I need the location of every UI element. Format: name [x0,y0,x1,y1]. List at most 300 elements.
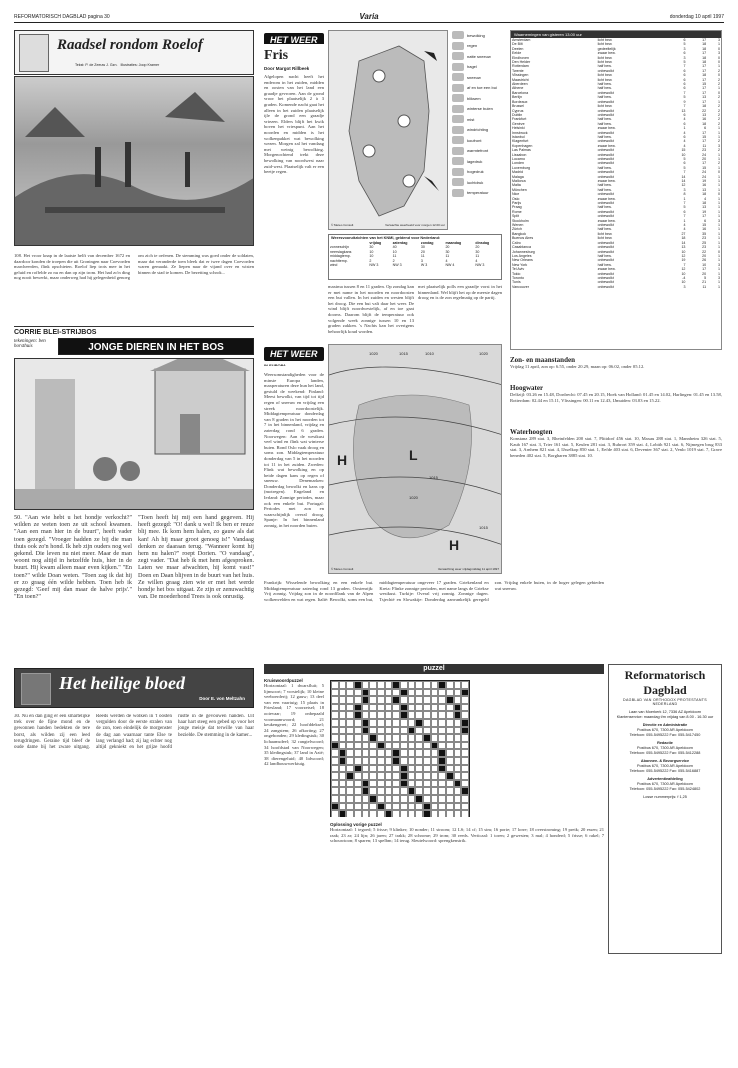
crossword-cell[interactable] [400,772,408,780]
crossword-cell[interactable] [346,742,354,750]
crossword-cell[interactable] [400,765,408,773]
crossword-cell[interactable] [431,727,439,735]
crossword-cell[interactable] [461,742,469,750]
crossword-cell[interactable] [377,742,385,750]
crossword-cell[interactable] [354,749,362,757]
crossword-cell[interactable] [446,795,454,803]
crossword-cell[interactable] [362,803,370,811]
crossword-cell[interactable] [339,795,347,803]
crossword-cell[interactable] [385,742,393,750]
crossword-cell[interactable] [354,719,362,727]
crossword-cell[interactable] [461,727,469,735]
crossword-cell[interactable] [431,719,439,727]
crossword-cell[interactable] [423,696,431,704]
crossword-cell[interactable] [408,734,416,742]
crossword-cell[interactable] [461,734,469,742]
crossword-cell[interactable] [431,780,439,788]
crossword-cell[interactable] [423,795,431,803]
crossword-cell[interactable] [369,681,377,689]
crossword-cell[interactable] [339,711,347,719]
crossword-cell[interactable] [331,780,339,788]
crossword-cell[interactable] [415,727,423,735]
crossword-cell[interactable] [461,757,469,765]
crossword-cell[interactable] [377,689,385,697]
crossword-cell[interactable] [385,787,393,795]
crossword-cell[interactable] [446,780,454,788]
crossword-cell[interactable] [454,749,462,757]
crossword-cell[interactable] [346,727,354,735]
crossword-cell[interactable] [346,757,354,765]
crossword-cell[interactable] [377,757,385,765]
crossword-cell[interactable] [415,719,423,727]
crossword-cell[interactable] [446,787,454,795]
crossword-cell[interactable] [446,719,454,727]
crossword-cell[interactable] [354,757,362,765]
crossword-cell[interactable] [339,757,347,765]
crossword-cell[interactable] [339,734,347,742]
crossword-cell[interactable] [331,749,339,757]
crossword-cell[interactable] [385,795,393,803]
crossword-cell[interactable] [346,810,354,817]
crossword-cell[interactable] [377,780,385,788]
crossword-cell[interactable] [331,711,339,719]
crossword-cell[interactable] [400,681,408,689]
crossword-cell[interactable] [423,765,431,773]
crossword-cell[interactable] [377,719,385,727]
crossword-cell[interactable] [461,696,469,704]
crossword-cell[interactable] [362,696,370,704]
crossword-cell[interactable] [415,787,423,795]
crossword-cell[interactable] [346,795,354,803]
crossword-cell[interactable] [423,772,431,780]
crossword-cell[interactable] [438,727,446,735]
crossword-cell[interactable] [423,810,431,817]
crossword-cell[interactable] [438,734,446,742]
crossword-cell[interactable] [354,765,362,773]
crossword-cell[interactable] [408,727,416,735]
crossword-cell[interactable] [438,681,446,689]
crossword-cell[interactable] [446,742,454,750]
crossword-cell[interactable] [423,719,431,727]
crossword-cell[interactable] [385,711,393,719]
crossword-cell[interactable] [354,711,362,719]
crossword-cell[interactable] [339,719,347,727]
crossword-cell[interactable] [362,810,370,817]
crossword-cell[interactable] [346,681,354,689]
crossword-cell[interactable] [346,711,354,719]
crossword-cell[interactable] [331,803,339,811]
crossword-cell[interactable] [415,803,423,811]
crossword-cell[interactable] [392,742,400,750]
crossword-cell[interactable] [392,787,400,795]
crossword-cell[interactable] [392,681,400,689]
crossword-cell[interactable] [415,711,423,719]
crossword-cell[interactable] [385,772,393,780]
crossword-cell[interactable] [369,810,377,817]
crossword-cell[interactable] [408,795,416,803]
crossword-cell[interactable] [331,787,339,795]
crossword-cell[interactable] [331,727,339,735]
crossword-cell[interactable] [423,681,431,689]
crossword-cell[interactable] [423,711,431,719]
crossword-cell[interactable] [415,757,423,765]
crossword-cell[interactable] [408,681,416,689]
crossword-cell[interactable] [362,780,370,788]
crossword-cell[interactable] [423,734,431,742]
crossword-cell[interactable] [354,689,362,697]
crossword-cell[interactable] [377,765,385,773]
crossword-cell[interactable] [369,696,377,704]
crossword-cell[interactable] [415,681,423,689]
crossword-cell[interactable] [438,810,446,817]
crossword-cell[interactable] [446,689,454,697]
crossword-cell[interactable] [415,696,423,704]
crossword-cell[interactable] [339,780,347,788]
crossword-cell[interactable] [346,787,354,795]
crossword-cell[interactable] [385,749,393,757]
crossword-cell[interactable] [354,681,362,689]
crossword-cell[interactable] [400,696,408,704]
crossword-cell[interactable] [339,727,347,735]
crossword-cell[interactable] [431,765,439,773]
crossword-cell[interactable] [385,696,393,704]
crossword-cell[interactable] [423,742,431,750]
crossword-cell[interactable] [331,704,339,712]
crossword-cell[interactable] [339,772,347,780]
crossword-cell[interactable] [454,696,462,704]
crossword-cell[interactable] [392,765,400,773]
crossword-cell[interactable] [461,772,469,780]
crossword-cell[interactable] [369,757,377,765]
crossword-cell[interactable] [346,765,354,773]
crossword-cell[interactable] [431,696,439,704]
crossword-cell[interactable] [446,749,454,757]
crossword-cell[interactable] [385,689,393,697]
crossword-cell[interactable] [438,704,446,712]
crossword-cell[interactable] [392,757,400,765]
crossword-cell[interactable] [431,795,439,803]
crossword-cell[interactable] [454,795,462,803]
crossword-cell[interactable] [369,772,377,780]
crossword-cell[interactable] [369,803,377,811]
crossword-cell[interactable] [339,689,347,697]
crossword-cell[interactable] [392,704,400,712]
crossword-cell[interactable] [438,795,446,803]
crossword-cell[interactable] [369,742,377,750]
crossword-cell[interactable] [331,689,339,697]
crossword-cell[interactable] [362,711,370,719]
crossword-cell[interactable] [454,780,462,788]
crossword-cell[interactable] [454,742,462,750]
crossword-cell[interactable] [438,742,446,750]
crossword-cell[interactable] [377,810,385,817]
crossword-cell[interactable] [446,772,454,780]
crossword-cell[interactable] [461,704,469,712]
crossword-cell[interactable] [362,681,370,689]
crossword-cell[interactable] [377,772,385,780]
crossword-cell[interactable] [438,689,446,697]
crossword-cell[interactable] [339,803,347,811]
crossword-cell[interactable] [423,803,431,811]
crossword-cell[interactable] [392,795,400,803]
crossword-cell[interactable] [423,727,431,735]
crossword-cell[interactable] [331,719,339,727]
crossword-cell[interactable] [392,810,400,817]
crossword-cell[interactable] [377,696,385,704]
crossword-cell[interactable] [446,711,454,719]
crossword-cell[interactable] [385,810,393,817]
crossword-cell[interactable] [400,742,408,750]
crossword-cell[interactable] [454,681,462,689]
crossword-cell[interactable] [438,749,446,757]
crossword-cell[interactable] [423,704,431,712]
crossword-cell[interactable] [392,780,400,788]
crossword-cell[interactable] [331,772,339,780]
crossword-cell[interactable] [408,780,416,788]
crossword-cell[interactable] [423,757,431,765]
crossword-cell[interactable] [346,719,354,727]
crossword-cell[interactable] [408,765,416,773]
crossword-cell[interactable] [408,810,416,817]
crossword-cell[interactable] [461,787,469,795]
crossword-cell[interactable] [346,734,354,742]
crossword-cell[interactable] [446,681,454,689]
crossword-cell[interactable] [362,689,370,697]
crossword-cell[interactable] [377,704,385,712]
crossword-cell[interactable] [369,689,377,697]
crossword-cell[interactable] [362,795,370,803]
crossword-cell[interactable] [392,719,400,727]
crossword-cell[interactable] [446,696,454,704]
crossword-cell[interactable] [446,803,454,811]
crossword-cell[interactable] [415,742,423,750]
crossword-cell[interactable] [461,681,469,689]
crossword-cell[interactable] [408,803,416,811]
crossword-cell[interactable] [461,780,469,788]
crossword-cell[interactable] [392,749,400,757]
crossword-cell[interactable] [369,734,377,742]
crossword-cell[interactable] [400,749,408,757]
crossword-cell[interactable] [354,810,362,817]
crossword-cell[interactable] [362,704,370,712]
crossword-cell[interactable] [331,757,339,765]
crossword-cell[interactable] [454,810,462,817]
crossword-cell[interactable] [377,734,385,742]
crossword-cell[interactable] [423,689,431,697]
crossword-cell[interactable] [400,780,408,788]
crossword-cell[interactable] [331,810,339,817]
crossword-cell[interactable] [415,749,423,757]
crossword-cell[interactable] [454,803,462,811]
crossword-cell[interactable] [354,742,362,750]
crossword-cell[interactable] [408,689,416,697]
crossword-cell[interactable] [339,704,347,712]
crossword-cell[interactable] [400,689,408,697]
crossword-cell[interactable] [438,780,446,788]
crossword-cell[interactable] [431,772,439,780]
crossword-cell[interactable] [339,696,347,704]
crossword-cell[interactable] [400,787,408,795]
crossword-cell[interactable] [392,772,400,780]
crossword-cell[interactable] [438,757,446,765]
crossword-cell[interactable] [400,719,408,727]
crossword-cell[interactable] [362,719,370,727]
crossword-cell[interactable] [446,810,454,817]
crossword-cell[interactable] [415,795,423,803]
crossword-cell[interactable] [354,795,362,803]
crossword-cell[interactable] [461,803,469,811]
crossword-cell[interactable] [446,765,454,773]
crossword-cell[interactable] [369,765,377,773]
crossword-cell[interactable] [369,749,377,757]
crossword-cell[interactable] [377,749,385,757]
crossword-cell[interactable] [454,757,462,765]
crossword-cell[interactable] [423,780,431,788]
crossword-cell[interactable] [392,727,400,735]
crossword-cell[interactable] [354,780,362,788]
crossword-cell[interactable] [400,704,408,712]
crossword-cell[interactable] [431,689,439,697]
crossword-cell[interactable] [438,765,446,773]
crossword-cell[interactable] [385,765,393,773]
crossword-cell[interactable] [408,749,416,757]
crossword-cell[interactable] [385,704,393,712]
crossword-cell[interactable] [415,810,423,817]
crossword-cell[interactable] [385,757,393,765]
crossword-cell[interactable] [362,749,370,757]
crossword-cell[interactable] [354,704,362,712]
crossword-cell[interactable] [431,749,439,757]
crossword-cell[interactable] [408,757,416,765]
crossword-cell[interactable] [461,795,469,803]
crossword-cell[interactable] [385,803,393,811]
crossword-cell[interactable] [362,734,370,742]
crossword-cell[interactable] [354,696,362,704]
crossword-cell[interactable] [438,696,446,704]
crossword-cell[interactable] [431,711,439,719]
crossword-cell[interactable] [415,704,423,712]
crossword-cell[interactable] [385,780,393,788]
crossword-cell[interactable] [362,742,370,750]
crossword-cell[interactable] [454,765,462,773]
crossword-cell[interactable] [431,742,439,750]
crossword-cell[interactable] [423,787,431,795]
crossword-cell[interactable] [346,696,354,704]
crossword-cell[interactable] [331,742,339,750]
crossword-cell[interactable] [354,803,362,811]
crossword-cell[interactable] [423,749,431,757]
crossword-cell[interactable] [400,734,408,742]
crossword-cell[interactable] [454,719,462,727]
crossword-cell[interactable] [369,727,377,735]
crossword-cell[interactable] [461,765,469,773]
crossword-cell[interactable] [339,765,347,773]
crossword-cell[interactable] [377,727,385,735]
crossword-cell[interactable] [446,704,454,712]
crossword-cell[interactable] [354,727,362,735]
crossword-cell[interactable] [400,795,408,803]
crossword-cell[interactable] [400,757,408,765]
crossword-cell[interactable] [369,795,377,803]
crossword-cell[interactable] [339,810,347,817]
crossword-cell[interactable] [461,810,469,817]
crossword-cell[interactable] [454,772,462,780]
crossword-cell[interactable] [346,689,354,697]
crossword-cell[interactable] [377,711,385,719]
crossword-cell[interactable] [461,711,469,719]
crossword-cell[interactable] [331,734,339,742]
crossword-grid[interactable] [330,680,470,817]
crossword-cell[interactable] [431,787,439,795]
crossword-cell[interactable] [339,787,347,795]
crossword-cell[interactable] [392,711,400,719]
crossword-cell[interactable] [431,734,439,742]
crossword-cell[interactable] [385,719,393,727]
crossword-cell[interactable] [461,689,469,697]
crossword-cell[interactable] [454,787,462,795]
crossword-cell[interactable] [331,696,339,704]
crossword-cell[interactable] [339,742,347,750]
crossword-cell[interactable] [346,780,354,788]
crossword-cell[interactable] [392,803,400,811]
crossword-cell[interactable] [446,727,454,735]
crossword-cell[interactable] [362,757,370,765]
crossword-cell[interactable] [346,803,354,811]
crossword-cell[interactable] [446,734,454,742]
crossword-cell[interactable] [369,704,377,712]
crossword-cell[interactable] [392,734,400,742]
crossword-cell[interactable] [415,689,423,697]
crossword-cell[interactable] [377,787,385,795]
crossword-cell[interactable] [331,795,339,803]
crossword-cell[interactable] [415,734,423,742]
crossword-cell[interactable] [454,734,462,742]
crossword-cell[interactable] [385,681,393,689]
crossword-cell[interactable] [438,719,446,727]
crossword-cell[interactable] [431,681,439,689]
crossword-cell[interactable] [369,711,377,719]
crossword-cell[interactable] [415,765,423,773]
crossword-cell[interactable] [454,689,462,697]
crossword-cell[interactable] [454,711,462,719]
crossword-cell[interactable] [438,711,446,719]
crossword-cell[interactable] [461,749,469,757]
crossword-cell[interactable] [431,704,439,712]
crossword-cell[interactable] [431,803,439,811]
crossword-cell[interactable] [408,719,416,727]
crossword-cell[interactable] [400,727,408,735]
crossword-cell[interactable] [461,719,469,727]
crossword-cell[interactable] [369,780,377,788]
crossword-cell[interactable] [400,803,408,811]
crossword-cell[interactable] [454,704,462,712]
crossword-cell[interactable] [339,681,347,689]
crossword-cell[interactable] [438,803,446,811]
crossword-cell[interactable] [446,757,454,765]
crossword-cell[interactable] [362,772,370,780]
crossword-cell[interactable] [438,772,446,780]
crossword-cell[interactable] [415,772,423,780]
crossword-cell[interactable] [438,787,446,795]
crossword-cell[interactable] [392,696,400,704]
crossword-cell[interactable] [400,810,408,817]
crossword-cell[interactable] [400,711,408,719]
crossword-cell[interactable] [369,719,377,727]
crossword-cell[interactable] [346,772,354,780]
crossword-cell[interactable] [431,757,439,765]
crossword-cell[interactable] [354,734,362,742]
crossword-cell[interactable] [408,772,416,780]
